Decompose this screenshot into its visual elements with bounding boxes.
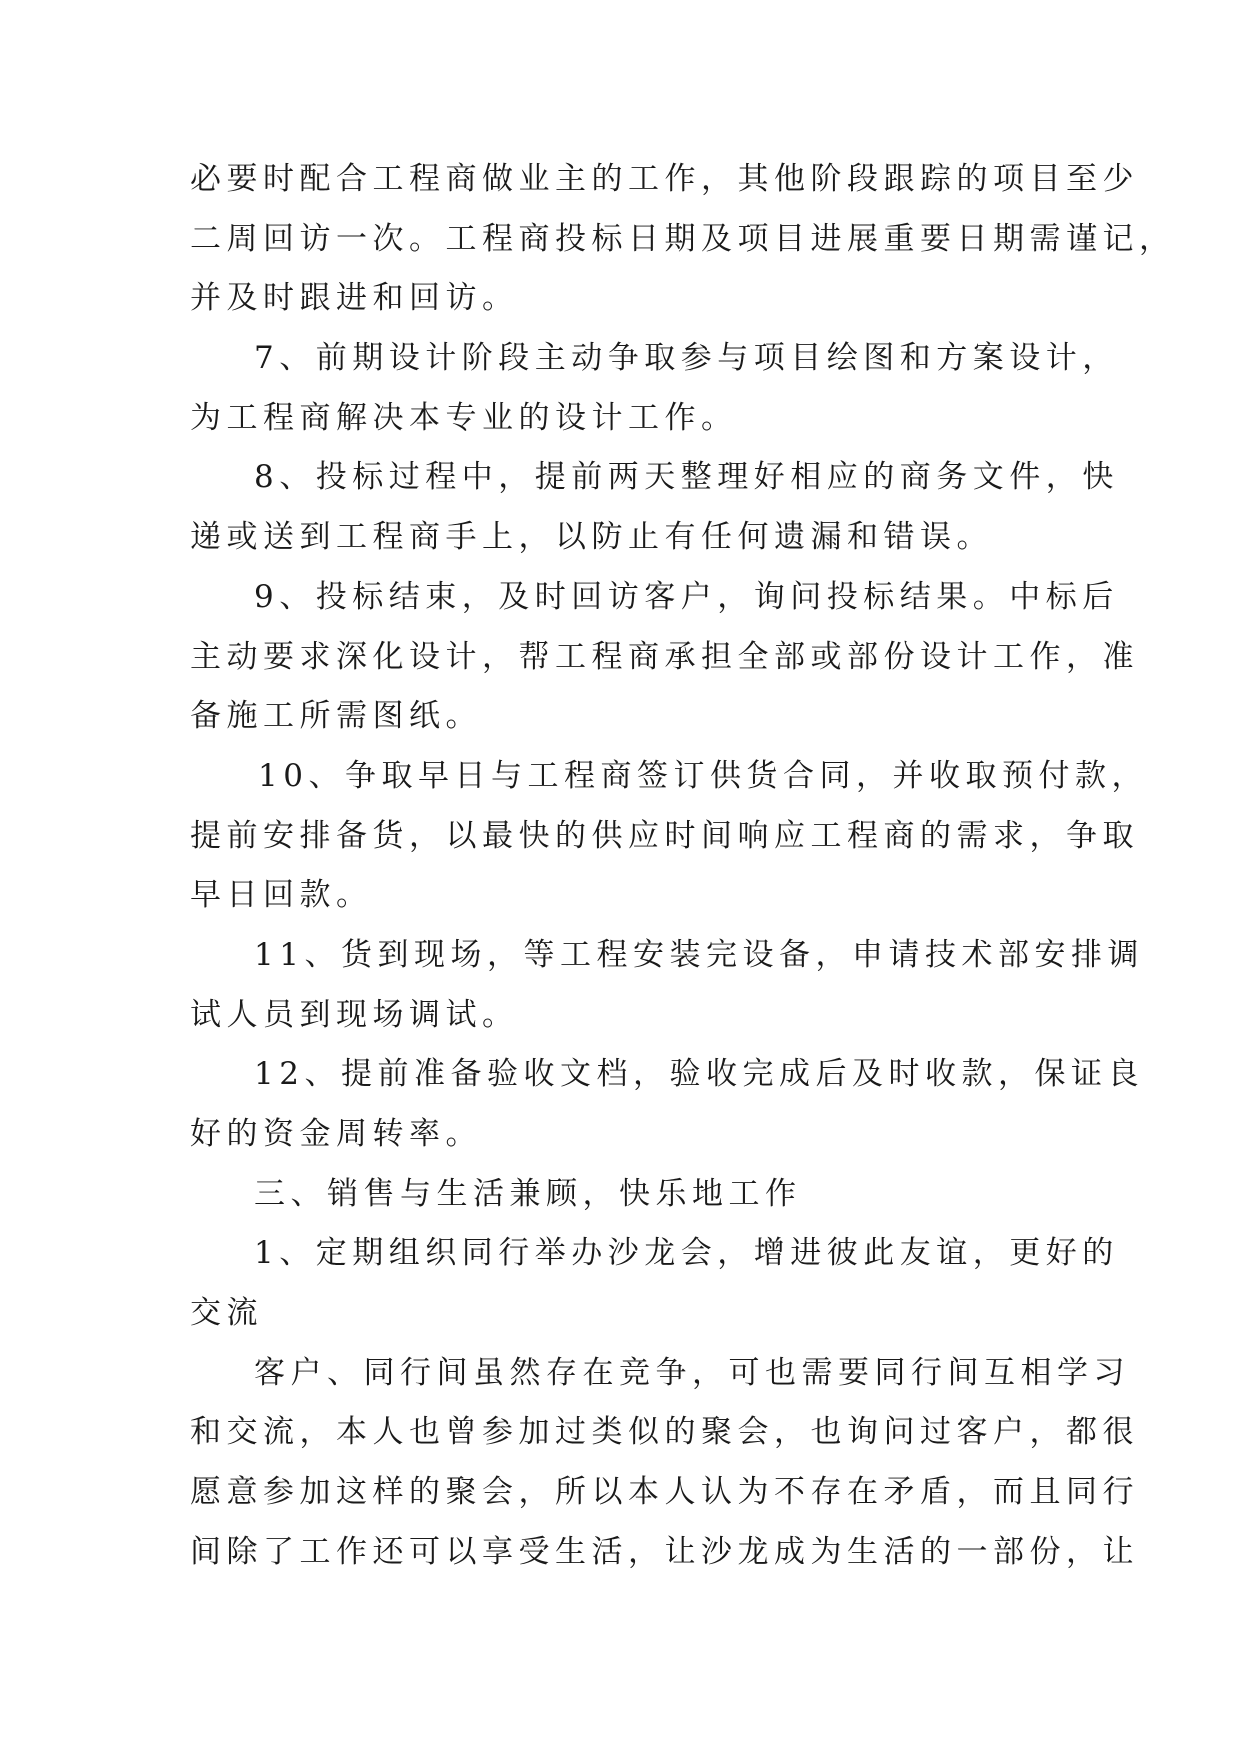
body-text-line: 二周回访一次。工程商投标日期及项目进展重要日期需谨记， [190, 220, 1176, 257]
list-item-10-line: 提前安排备货，以最快的供应时间响应工程商的需求，争取 [190, 817, 1139, 854]
list-item-7-line: 7、前期设计阶段主动争取参与项目绘图和方案设计， [254, 340, 1119, 377]
list-item-12-line: 好的资金周转率。 [190, 1116, 482, 1152]
list-item-11-line: 试人员到现场调试。 [190, 996, 519, 1033]
list-item-11-line: 11、货到现场，等工程安装完设备，申请技术部安排调 [254, 936, 1144, 973]
body-text-line: 并及时跟进和回访。 [190, 280, 519, 317]
list-item-8-line: 递或送到工程商手上，以防止有任何遗漏和错误。 [190, 519, 993, 556]
paragraph-line: 间除了工作还可以享受生活，让沙龙成为生活的一部份，让 [190, 1533, 1139, 1570]
list-item-9-line: 备施工所需图纸。 [190, 698, 482, 735]
paragraph-line: 愿意参加这样的聚会，所以本人认为不存在矛盾，而且同行 [190, 1474, 1139, 1511]
paragraph-line: 客户、同行间虽然存在竞争，可也需要同行间互相学习 [254, 1354, 1130, 1391]
list-item-8-line: 8、投标过程中，提前两天整理好相应的商务文件，快 [254, 459, 1119, 496]
list-item-9-line: 9、投标结束，及时回访客户，询问投标结果。中标后 [254, 578, 1119, 615]
body-text-line: 必要时配合工程商做业主的工作，其他阶段跟踪的项目至少 [190, 161, 1139, 197]
section-heading: 三、销售与生活兼顾，快乐地工作 [254, 1175, 802, 1212]
list-item-9-line: 主动要求深化设计，帮工程商承担全部或部份设计工作，准 [190, 638, 1139, 675]
list-item-10-line: 早日回款。 [190, 877, 373, 914]
subsection-heading-line: 交流 [190, 1295, 263, 1332]
list-item-12-line: 12、提前准备验收文档，验收完成后及时收款，保证良 [254, 1056, 1144, 1093]
subsection-heading-line: 1、定期组织同行举办沙龙会，增进彼此友谊，更好的 [254, 1235, 1119, 1272]
list-item-10-line: 10、争取早日与工程商签订供货合同，并收取预付款， [258, 757, 1148, 794]
paragraph-line: 和交流，本人也曾参加过类似的聚会，也询问过客户，都很 [190, 1414, 1139, 1451]
list-item-7-line: 为工程商解决本专业的设计工作。 [190, 399, 738, 436]
document-body [190, 150, 1176, 1583]
